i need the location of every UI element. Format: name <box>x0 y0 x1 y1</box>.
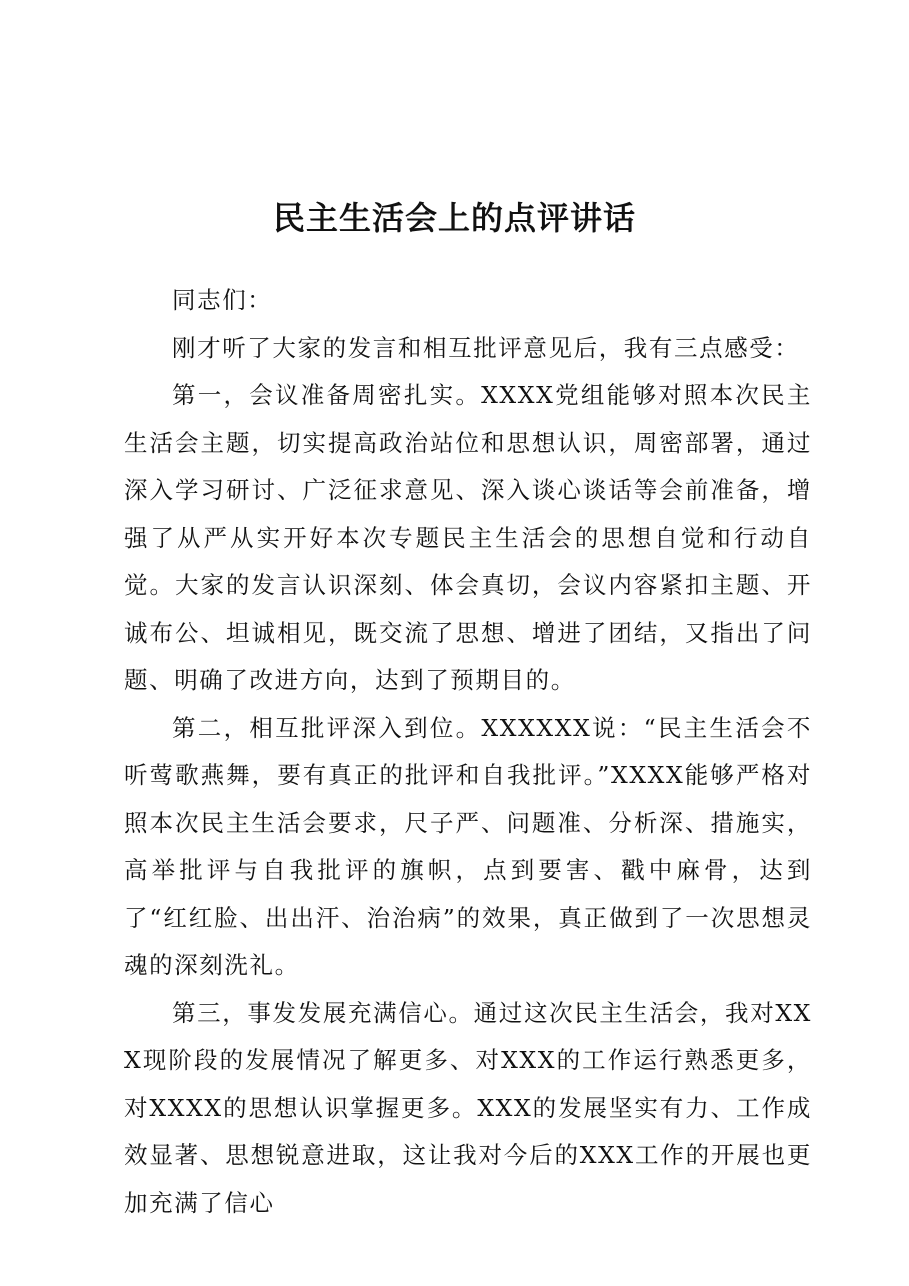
document-body <box>124 277 812 1227</box>
intro-paragraph: 刚才听了大家的发言和相互批评意见后，我有三点感受： <box>172 333 800 362</box>
point-three-paragraph: 第三，事发发展充满信心。通过这次民主生活会，我对XXX现阶段的发展情况了解更多、对XXX的工作运行熟悉更多，对XXXX的思想认识掌握更多。XXX的发展坚实有力、工作成效显著、思想锐意进取，这让我对今后的XXX工作的开展也更加充满了信心 <box>124 998 812 1217</box>
point-two-paragraph: 第二，相互批评深入到位。XXXXXX说：“民主生活会不听莺歌燕舞，要有真正的批评和自我批评。”XXXX能够严格对照本次民主生活会要求，尺子严、问题准、分析深、措施实，高举批评与自我批评的旗帜，点到要害、戳中麻骨，达到了“红红脸、出出汗、治治病”的效果，真正做到了一次思想灵魂的深刻洗礼。 <box>124 713 812 979</box>
salutation-paragraph: 同志们： <box>172 286 273 314</box>
document-title: 民主生活会上的点评讲话 <box>272 199 636 237</box>
point-one-paragraph: 第一，会议准备周密扎实。XXXX党组能够对照本次民主生活会主题，切实提高政治站位和思想认识，周密部署，通过深入学习研讨、广泛征求意见、深入谈心谈话等会前准备，增强了从严从实开好本次专题民主生活会的思想自觉和行动自觉。大家的发言认识深刻、体会真切，会议内容紧扣主题、开诚布公、坦诚相见，既交流了思想、增进了团结，又指出了问题、明确了改进方向，达到了预期目的。 <box>124 381 812 694</box>
